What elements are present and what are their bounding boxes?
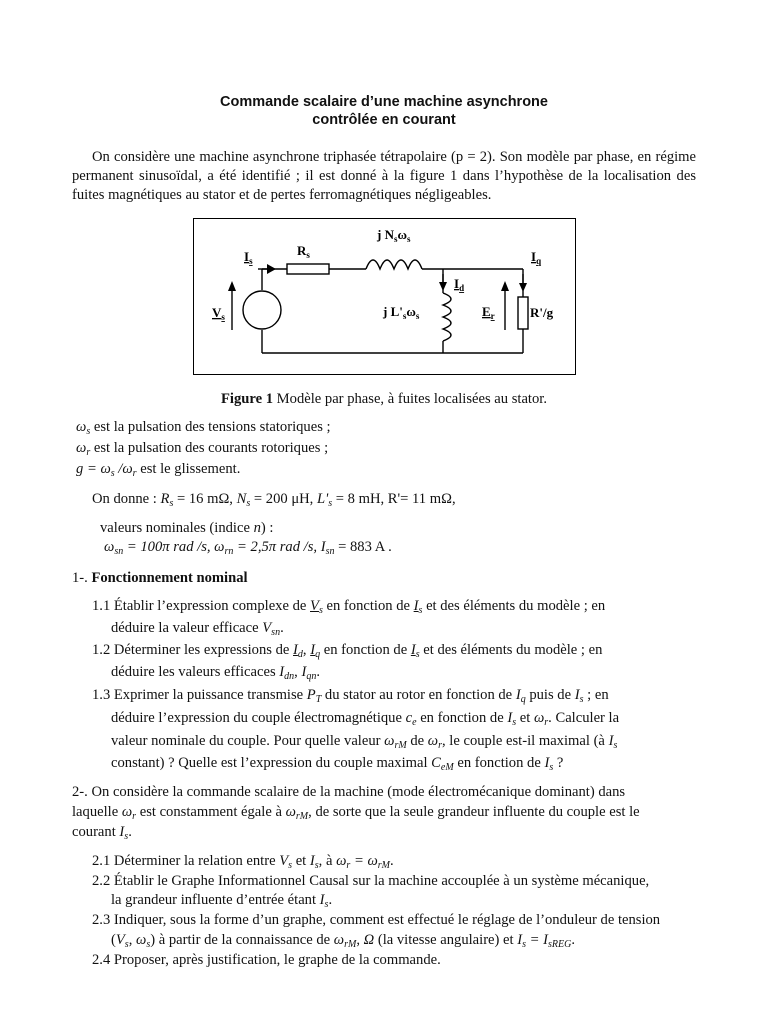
inductor-ls <box>443 293 451 341</box>
question-1-3-line-2: déduire l’expression du couple électromagnétique $c_e$ en fonction de $I_s$ et $\omega_r$. Calculer la <box>111 710 620 728</box>
question-2-2-line-2: la grandeur influente d’entrée étant $I_s$. <box>111 892 333 910</box>
question-1-3-line-3: valeur nominale du couple. Pour quelle valeur $\omega_{rM}$ de $\omega_r$, le couple est-il maximal (à $I_s$ <box>111 733 618 751</box>
document-title-line-1: Commande scalaire d’une machine asynchrone <box>220 94 548 110</box>
question-1-3-line-4: constant) ? Quelle est l’expression du couple maximal $C_{eM}$ en fonction de $I_s$ ? <box>111 755 564 773</box>
section-1-heading: 1-. Fonctionnement nominal <box>72 570 248 586</box>
label-jns: j $N_s\omega_s$ <box>377 227 411 244</box>
label-vs: $V_s$ <box>212 305 225 322</box>
question-2-4: 2.4 Proposer, après justification, le graphe de la commande. <box>92 952 441 968</box>
section-2-line-2: laquelle $\omega_r$ est constamment égale à $\omega_{rM}$, de sorte que la seule grandeur influente du couple est le <box>72 804 640 822</box>
section-2-line-1: 2-. On considère la commande scalaire de la machine (mode électromécanique dominant) dans <box>72 784 626 800</box>
figure-label: Figure 1 <box>221 391 274 407</box>
question-2-3-line-2: ($V_s$, $\omega_s$) à partir de la connaissance de $\omega_{rM}$, Ω (la vitesse angulaire) et $I_s = I_{sREG}$. <box>111 932 576 950</box>
circuit-diagram <box>0 0 768 400</box>
label-jls: j $L'_s\omega_s$ <box>383 304 420 321</box>
voltage-source <box>243 291 281 329</box>
question-1-1-line-1: 1.1 Établir l’expression complexe de $V_s$ en fonction de $I_s$ et des éléments du modèle ; en <box>92 598 606 616</box>
label-iq: $I_q$ <box>531 249 542 266</box>
given-values: On donne : $R_s = 16$ mΩ, $N_s = 200$ μH, $L'_s = 8$ mH, R'= 11 mΩ, <box>92 491 456 509</box>
label-rg: R'/g <box>530 305 554 320</box>
label-er: $E_r$ <box>482 304 495 321</box>
nominal-values: $\omega_{sn} = 100\pi$ rad /s, $\omega_{rn} = 2,5\pi$ rad /s, $I_{sn} = 883$ A . <box>104 539 392 557</box>
vs-arrowhead <box>228 281 236 291</box>
label-is: $I_s$ <box>244 249 253 266</box>
question-2-1: 2.1 Déterminer la relation entre $V_s$ et $I_s$, à $\omega_r = \omega_{rM}$. <box>92 853 394 871</box>
nominal-values-label: valeurs nominales (indice n) : <box>100 520 274 536</box>
er-arrowhead <box>501 281 509 291</box>
figure-caption <box>0 391 768 408</box>
label-rs: $R_s$ <box>297 243 310 260</box>
question-1-1-line-2: déduire la valeur efficace $V_{sn}$. <box>111 620 284 638</box>
figure-caption-text: Modèle par phase, à fuites localisées au stator. <box>273 391 547 407</box>
label-id: $I_d$ <box>454 276 465 293</box>
question-1-2-line-2: déduire les valeurs efficaces $I_{dn}$, $I_{qn}$. <box>111 664 320 682</box>
resistor-rs <box>287 264 329 274</box>
iq-arrowhead <box>519 283 527 292</box>
question-1-3-line-1: 1.3 Exprimer la puissance transmise $P_T$ du stator au rotor en fonction de $I_q$ puis de $I_s$ ; en <box>92 687 609 705</box>
is-arrowhead <box>267 264 276 274</box>
id-arrowhead <box>439 282 447 291</box>
section-2-line-3: courant $I_s$. <box>72 824 132 842</box>
inductor-ns <box>366 260 422 269</box>
definition-omega-r: $\omega_r$ est la pulsation des courants rotoriques ; <box>76 440 329 458</box>
definition-omega-s: $\omega_s$ est la pulsation des tensions statoriques ; <box>76 419 331 437</box>
resistor-rg <box>518 297 528 329</box>
question-1-2-line-1: 1.2 Déterminer les expressions de $I_d$, $I_q$ en fonction de $I_s$ et des éléments du modèle ; en <box>92 642 603 660</box>
document-title-line-2: contrôlée en courant <box>312 112 456 128</box>
question-2-3-line-1: 2.3 Indiquer, sous la forme d’un graphe, comment est effectué le réglage de l’onduleur de tension <box>92 912 661 928</box>
question-2-2-line-1: 2.2 Établir le Graphe Informationnel Causal sur la machine accouplée à un système mécanique, <box>92 873 650 889</box>
definition-slip: $g = \omega_s$ $/\omega_r$ est le glissement. <box>76 461 241 479</box>
intro-paragraph: On considère une machine asynchrone triphasée tétrapolaire (p = 2). Son modèle par phase, en régime permanent sinusoïdal, a été identifié ; il est donné à la figure 1 dans l’hypothèse de la localisation des fuites magnétiques au stator et de pertes ferromagnétiques négligeables. <box>72 149 696 203</box>
